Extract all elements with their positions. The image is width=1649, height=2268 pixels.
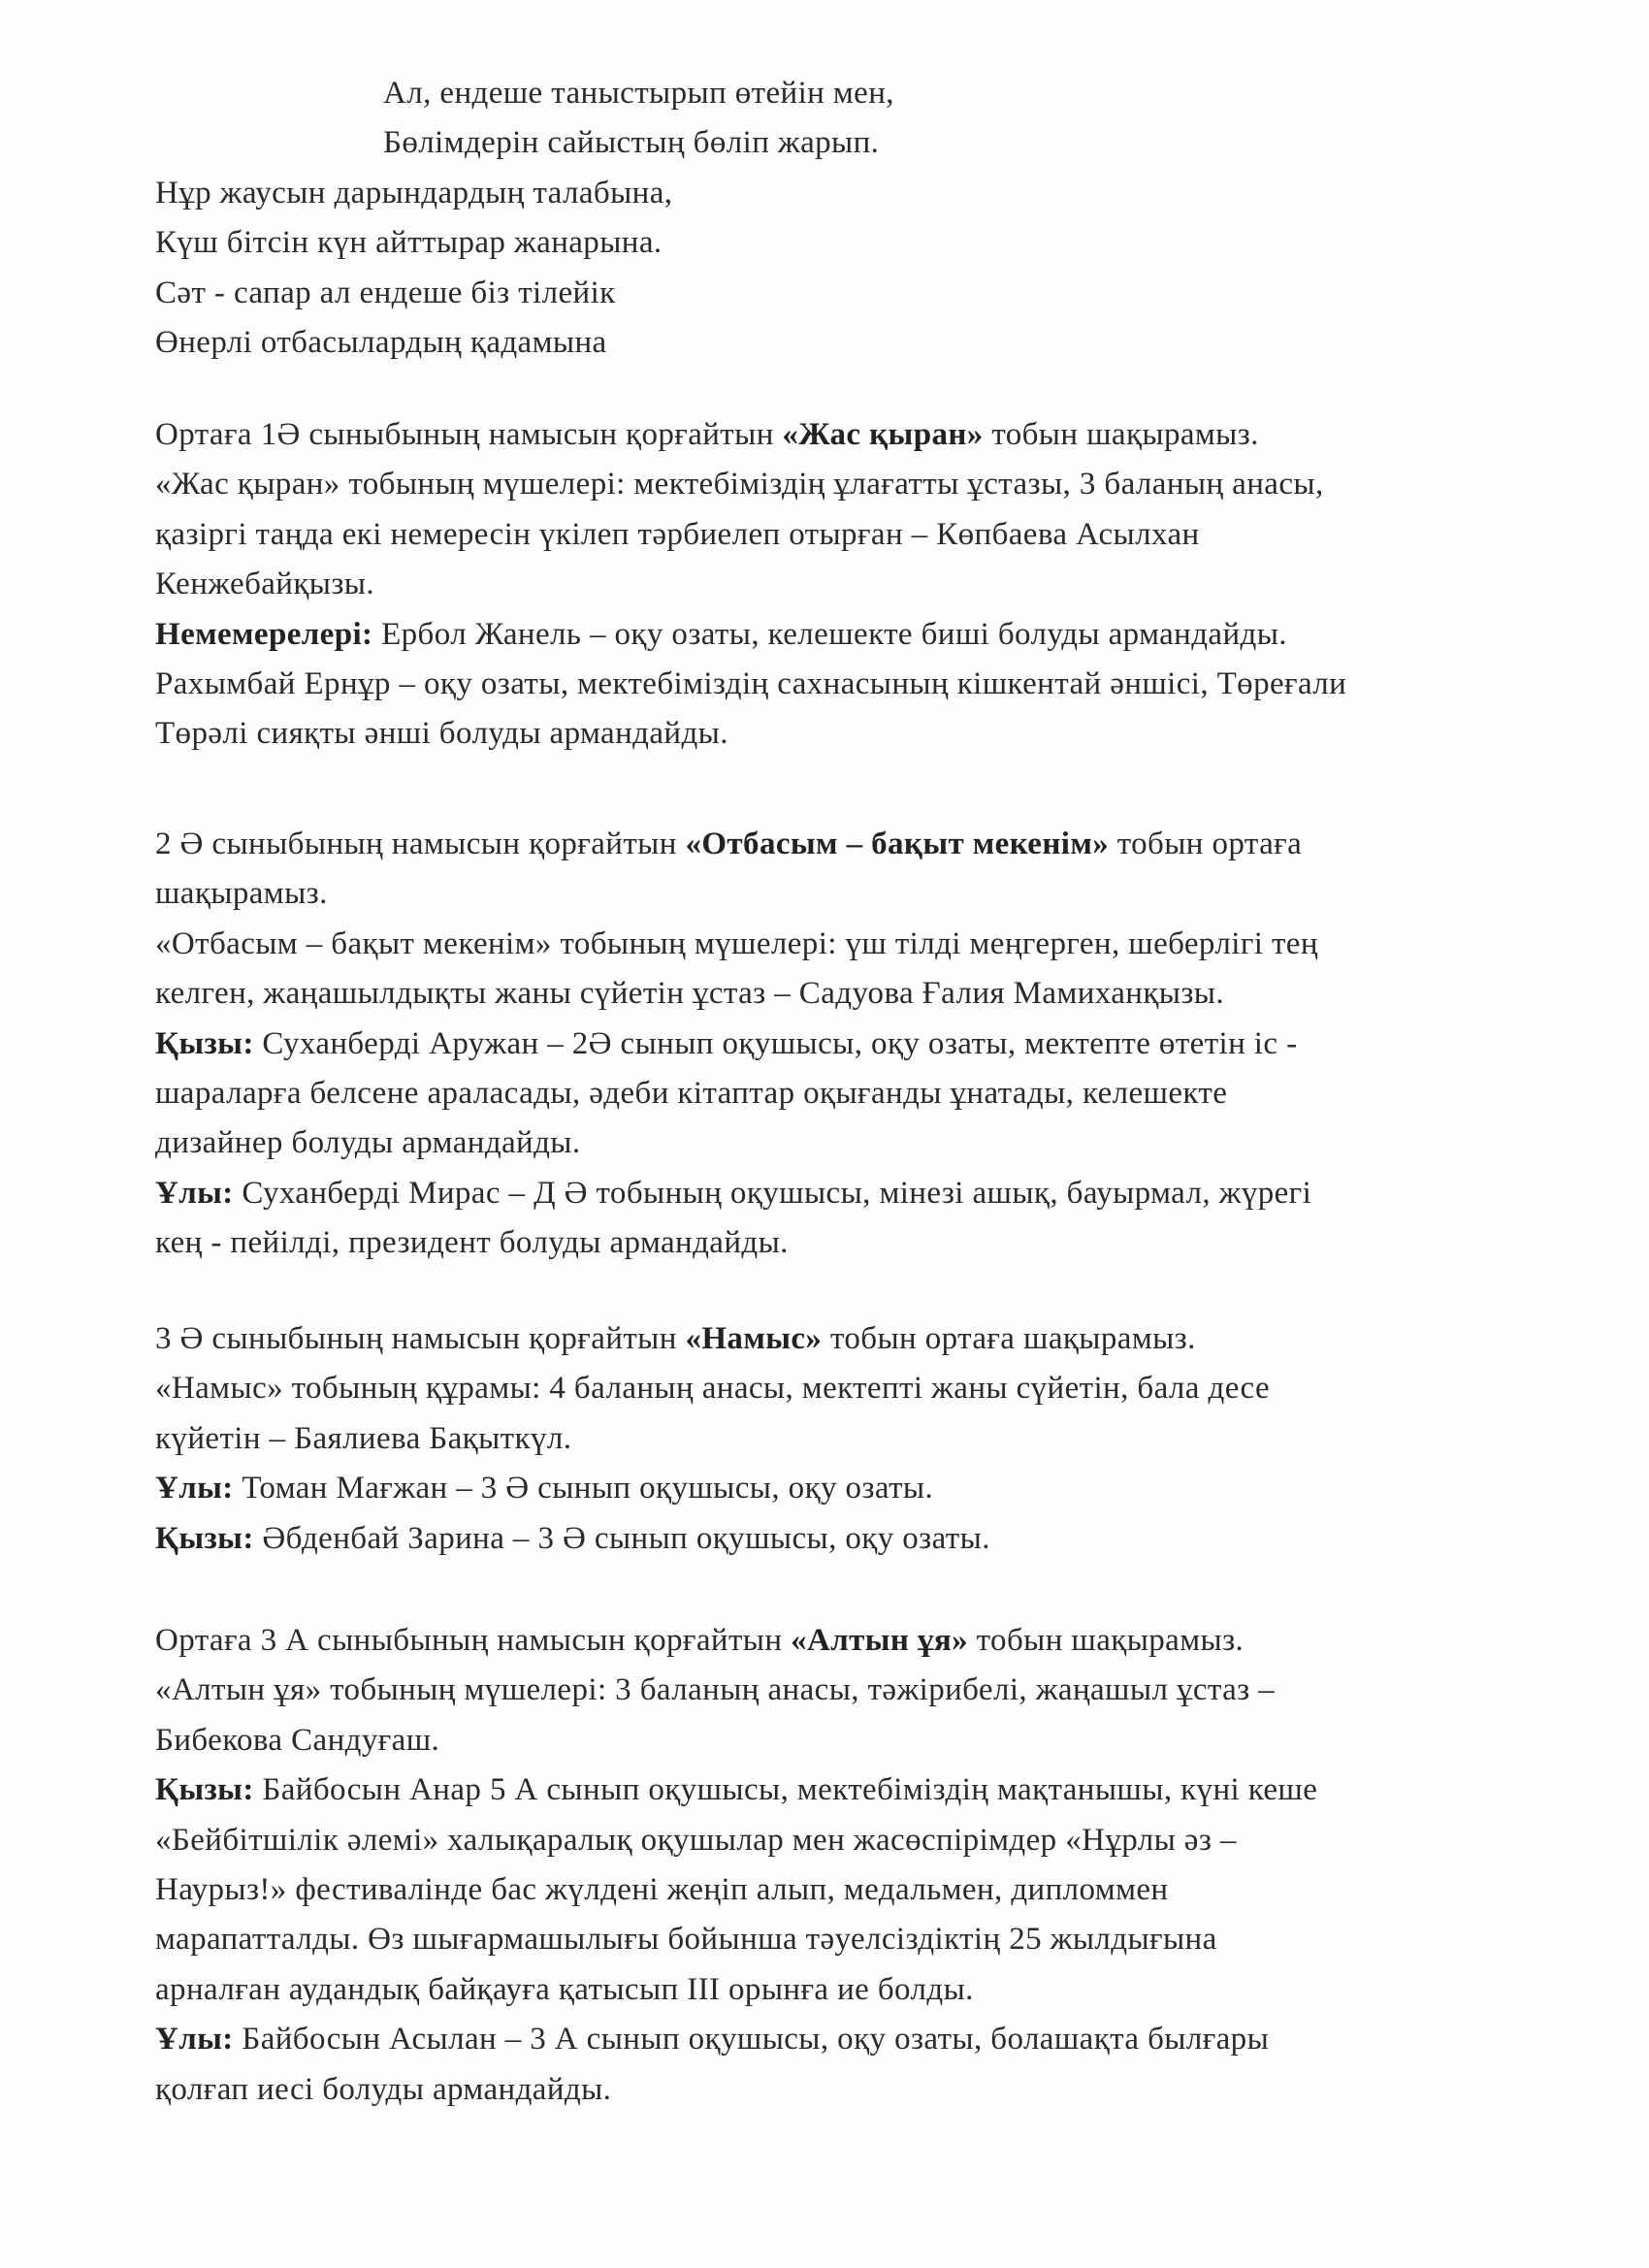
text-line — [155, 1464, 1270, 1513]
text-run: Кенжебайқызы. — [155, 567, 375, 602]
text-run: Ербол Жанель – оқу озаты, келешекте биші болуды армандайды. — [372, 616, 1287, 652]
bold-text: «Отбасым – бақыт мекенім» — [685, 826, 1110, 861]
text-run: Томан Мағжан – 3 Ә сынып оқушысы, оқу озаты. — [233, 1471, 934, 1507]
text-run: «Отбасым – бақыт мекенім» тобының мүшелері: үш тілді меңгерген, шеберлігі тең — [155, 925, 1318, 961]
text-run: тобын ортаға шақырамыз. — [822, 1321, 1196, 1356]
text-run: Суханберді Аружан – 2Ә сынып оқушысы, оқу озаты, мектепте өтетін іс - — [253, 1025, 1298, 1061]
text-line — [155, 1666, 1317, 1715]
text-line — [155, 2015, 1317, 2064]
text-run: шараларға белсене араласады, әдеби кітаптар оқығанды ұнатады, келешекте — [155, 1075, 1228, 1111]
text-run: шақырамыз. — [155, 876, 328, 912]
text-line — [155, 1364, 1270, 1413]
text-line — [155, 969, 1318, 1019]
text-run: арналған аудандық байқауға қатысып ІІІ орынға ие болды. — [155, 1971, 974, 2007]
text-line — [155, 1716, 1317, 1766]
text-run: Рахымбай Ернұр – оқу озаты, мектебіміздің сахнасының кішкентай әншісі, Төреғали — [155, 665, 1347, 701]
text-line — [155, 920, 1318, 969]
text-run: Ал, ендеше таныстырып өтейін мен, — [383, 76, 894, 111]
text-line — [155, 820, 1318, 869]
section-poem — [155, 69, 894, 368]
bold-text: Ұлы: — [155, 1175, 234, 1211]
text-line — [155, 1915, 1317, 1964]
section-namys — [155, 1314, 1270, 1564]
text-run: Ортаға 3 А сыныбының намысын қорғайтын — [155, 1623, 792, 1658]
bold-text: «Алтын ұя» — [791, 1623, 969, 1658]
text-run: 2 Ә сыныбының намысын қорғайтын — [155, 826, 686, 861]
bold-text: «Жас қыран» — [782, 417, 984, 452]
text-run: Өнерлі отбасылардың қадамына — [155, 324, 607, 360]
bold-text: Қызы: — [155, 1520, 254, 1556]
text-line — [155, 1069, 1318, 1118]
text-run: «Намыс» тобының құрамы: 4 баланың анасы, мектепті жаны сүйетін, бала десе — [155, 1371, 1271, 1407]
text-line — [155, 1816, 1317, 1865]
text-line — [155, 169, 894, 218]
text-line — [155, 69, 894, 118]
text-run: Бөлімдерін сайыстың бөліп жарып. — [383, 125, 880, 161]
text-run: дизайнер болуды армандайды. — [155, 1125, 581, 1161]
text-run: Ортаға 1Ә сыныбының намысын қорғайтын — [155, 417, 783, 452]
text-run: тобын шақырамыз. — [983, 417, 1259, 452]
text-run: күйетін – Баялиева Бақыткүл. — [155, 1420, 572, 1456]
text-line — [155, 1514, 1270, 1564]
text-run: «Алтын ұя» тобының мүшелері: 3 баланың анасы, тәжірибелі, жаңашыл ұстаз – — [155, 1672, 1276, 1708]
text-run: тобын шақырамыз. — [968, 1623, 1245, 1658]
text-line — [155, 1118, 1318, 1168]
text-line — [155, 610, 1346, 660]
text-run: 3 Ә сыныбының намысын қорғайтын — [155, 1321, 686, 1356]
text-line — [155, 269, 894, 318]
text-run: келген, жаңашылдықты жаны сүйетін ұстаз – Садуова Ғалия Мамиханқызы. — [155, 976, 1225, 1012]
text-run: Күш бітсін күн айттырар жанарына. — [155, 225, 663, 261]
text-line — [155, 1169, 1318, 1218]
text-line — [155, 218, 894, 268]
text-line — [155, 1865, 1317, 1915]
text-line — [155, 560, 1346, 609]
text-line — [155, 1616, 1317, 1666]
text-line — [155, 318, 894, 368]
bold-text: «Намыс» — [685, 1321, 823, 1356]
text-run: Әбденбай Зарина – 3 Ә сынып оқушысы, оқу озаты. — [253, 1520, 990, 1556]
text-line — [155, 1965, 1317, 2015]
text-run: Бибекова Сандуғаш. — [155, 1722, 440, 1758]
text-run: марапатталды. Өз шығармашылығы бойынша тәуелсіздіктің 25 жылдығына — [155, 1922, 1217, 1958]
bold-text: Қызы: — [155, 1025, 254, 1061]
section-otbasym — [155, 820, 1318, 1269]
text-run: Суханберді Мирас – Д Ә тобының оқушысы, мінезі ашық, бауырмал, жүрегі — [233, 1175, 1312, 1211]
text-run: Сәт - сапар ал ендеше біз тілейік — [155, 275, 616, 310]
text-run: қолғап иесі болуды армандайды. — [155, 2071, 612, 2107]
text-line — [155, 1218, 1318, 1268]
section-altyn-uya — [155, 1616, 1317, 2115]
text-line — [155, 410, 1346, 460]
text-line — [155, 660, 1346, 709]
bold-text: Ұлы: — [155, 2022, 234, 2057]
text-line — [155, 460, 1346, 509]
text-line — [155, 709, 1346, 759]
text-run: «Бейбітшілік әлемі» халықаралық оқушылар мен жасөспірімдер «Нұрлы әз – — [155, 1822, 1237, 1858]
text-run: Төрәлі сияқты әнші болуды армандайды. — [155, 716, 728, 752]
text-run: Байбосын Анар 5 А сынып оқушысы, мектебіміздің мақтанышы, күні кеше — [253, 1772, 1318, 1808]
text-run: Нұр жаусын дарындардың талабына, — [155, 175, 673, 211]
text-line — [155, 510, 1346, 560]
section-zhas-kyran — [155, 410, 1346, 760]
text-line — [155, 118, 894, 168]
bold-text: Қызы: — [155, 1772, 254, 1808]
text-run: тобын ортаға — [1109, 826, 1303, 861]
bold-text: Ұлы: — [155, 1471, 234, 1507]
text-run: кең - пейілді, президент болуды армандайды. — [155, 1225, 789, 1261]
text-line — [155, 1020, 1318, 1069]
text-run: Наурыз!» фестивалінде бас жүлдені жеңіп алып, медальмен, дипломмен — [155, 1871, 1169, 1907]
bold-text: Немемерелері: — [155, 616, 373, 652]
text-line — [155, 2065, 1317, 2115]
text-line — [155, 869, 1318, 919]
text-run: «Жас қыран» тобының мүшелері: мектебіміздің ұлағатты ұстазы, 3 баланың анасы, — [155, 467, 1324, 502]
text-run: қазіргі таңда екі немересін үкілеп тәрбиелеп отырған – Көпбаева Асылхан — [155, 516, 1200, 552]
text-line — [155, 1314, 1270, 1364]
text-run: Байбосын Асылан – 3 А сынып оқушысы, оқу озаты, болашақта былғары — [233, 2022, 1270, 2057]
text-line — [155, 1766, 1317, 1815]
text-line — [155, 1414, 1270, 1464]
